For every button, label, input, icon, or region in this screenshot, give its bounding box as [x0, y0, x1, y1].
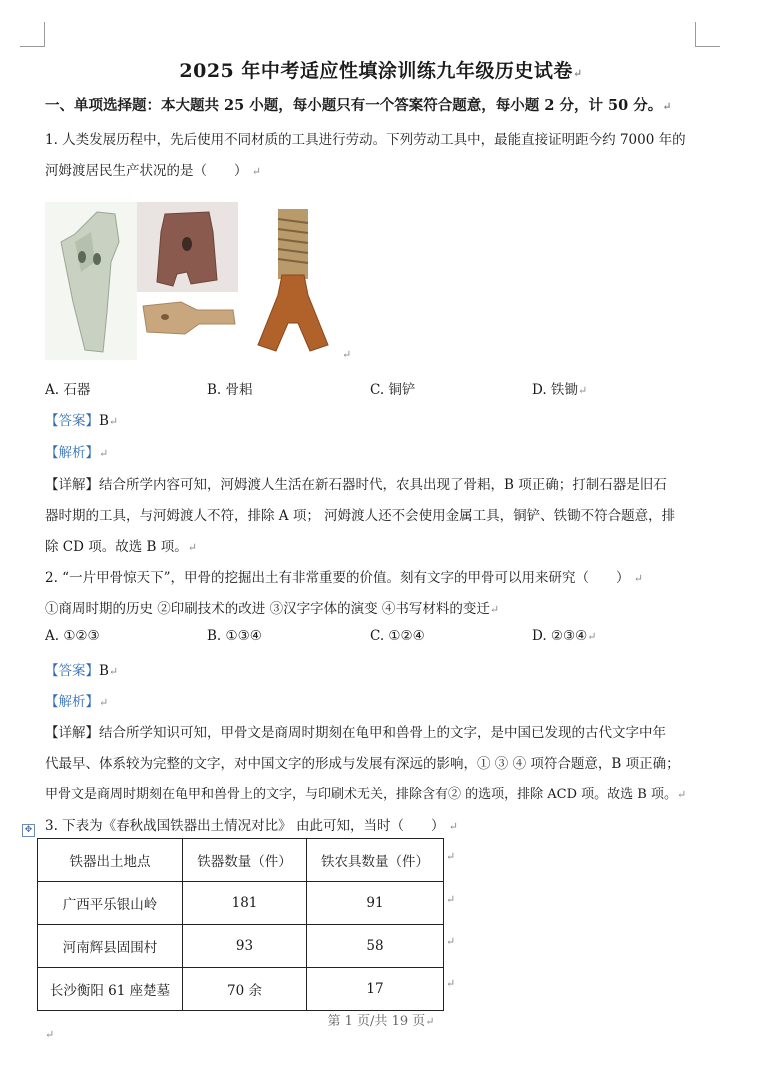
page-title: 2025 年中考适应性填涂训练九年级历史试卷↵: [179, 60, 583, 82]
table-header-row: [38, 839, 444, 882]
table-header-cell: 铁器数量（件）: [183, 839, 307, 882]
table-cell: 长沙衡阳 61 座楚墓: [38, 968, 183, 1011]
q1-option-b: B. 骨耜: [207, 382, 253, 398]
table-row-end-mark: ↵: [446, 977, 456, 990]
q2-option-b: B. ①③④: [207, 628, 262, 644]
table-move-handle-icon[interactable]: ✥: [22, 824, 35, 837]
q1-analysis: 【解析】↵: [45, 445, 109, 461]
bone-spade-image: [137, 202, 238, 360]
q2-detail-line-1: 【详解】结合所学知识可知，甲骨文是商周时期刻在龟甲和兽骨上的文字，是中国已发现的古代文字中年: [45, 725, 666, 741]
trailing-paragraph-mark: ↵: [45, 1028, 55, 1041]
section-heading: 一、单项选择题：本大题共 25 小题，每小题只有一个答案符合题意，每小题 2 分，计 50 分。↵: [45, 97, 672, 114]
table-cell: 17: [307, 968, 444, 1011]
q1-stem-line-2: 河姆渡居民生产状况的是（ ） ↵: [45, 163, 262, 179]
q1-option-a: A. 石器: [45, 382, 91, 398]
q2-detail-line-3: 甲骨文是商周时期刻在龟甲和兽骨上的文字，与印刷术无关，排除含有② 的选项，排除 ACD 项。故选 B 项。↵: [45, 787, 687, 802]
table-cell: 河南辉县固围村: [38, 925, 183, 968]
table-row: [38, 882, 444, 925]
table-cell: 70 余: [183, 968, 307, 1011]
table-cell: 91: [307, 882, 444, 925]
page-corner-mark-left: [20, 22, 45, 47]
q2-stem: 2. “一片甲骨惊天下”，甲骨的挖掘出土有非常重要的价值。刻有文字的甲骨可以用来研究（ ） ↵: [45, 570, 643, 586]
stone-tool-image: [45, 202, 137, 360]
q2-analysis: 【解析】↵: [45, 694, 109, 710]
table-row: [38, 925, 444, 968]
table-header-cell: 铁器出土地点: [38, 839, 183, 882]
q1-detail-line-1: 【详解】结合所学内容可知，河姆渡人生活在新石器时代，农具出现了骨耜，B 项正确；打制石器是旧石: [45, 477, 667, 493]
image-paragraph-mark: ↵: [342, 348, 352, 361]
q3-stem: 3. 下表为《春秋战国铁器出土情况对比》 由此可知，当时（ ） ↵: [45, 818, 458, 834]
q1-detail-line-2: 器时期的工具，与河姆渡人不符，排除 A 项； 河姆渡人还不会使用金属工具，铜铲、铁锄不符合题意，排: [45, 508, 676, 524]
table-row-end-mark: ↵: [446, 850, 456, 863]
q2-answer: 【答案】B↵: [45, 663, 119, 679]
q2-option-a: A. ①②③: [45, 628, 100, 644]
table-cell: 58: [307, 925, 444, 968]
q2-detail-line-2: 代最早、体系较为完整的文字，对中国文字的形成与发展有深远的影响，① ③ ④ 项符合题意，B 项正确；: [45, 756, 680, 772]
iron-artifacts-table: [37, 838, 444, 1011]
q1-stem-line-1: 1. 人类发展历程中，先后使用不同材质的工具进行劳动。下列劳动工具中，最能直接证明距今约 7000 年的: [45, 132, 686, 148]
q2-items: ①商周时期的历史 ②印刷技术的改进 ③汉字字体的演变 ④书写材料的变迁↵: [45, 601, 500, 617]
q1-detail-line-3: 除 CD 项。故选 B 项。↵: [45, 539, 197, 555]
copper-spade-image: [248, 205, 338, 360]
table-row-end-mark: ↵: [446, 935, 456, 948]
q2-option-c: C. ①②④: [370, 628, 425, 644]
table-cell: 广西平乐银山岭: [38, 882, 183, 925]
q1-answer: 【答案】B↵: [45, 413, 119, 429]
table-cell: 93: [183, 925, 307, 968]
page-footer: 第 1 页/共 19 页↵: [327, 1014, 435, 1029]
q1-option-c: C. 铜铲: [370, 382, 416, 398]
table-header-cell: 铁农具数量（件）: [307, 839, 444, 882]
table-row: [38, 968, 444, 1011]
table-row-end-mark: ↵: [446, 893, 456, 906]
page-corner-mark-right: [695, 22, 720, 47]
q2-option-d: D. ②③④↵: [532, 628, 597, 644]
table-cell: 181: [183, 882, 307, 925]
q1-option-d: D. 铁锄↵: [532, 382, 588, 398]
